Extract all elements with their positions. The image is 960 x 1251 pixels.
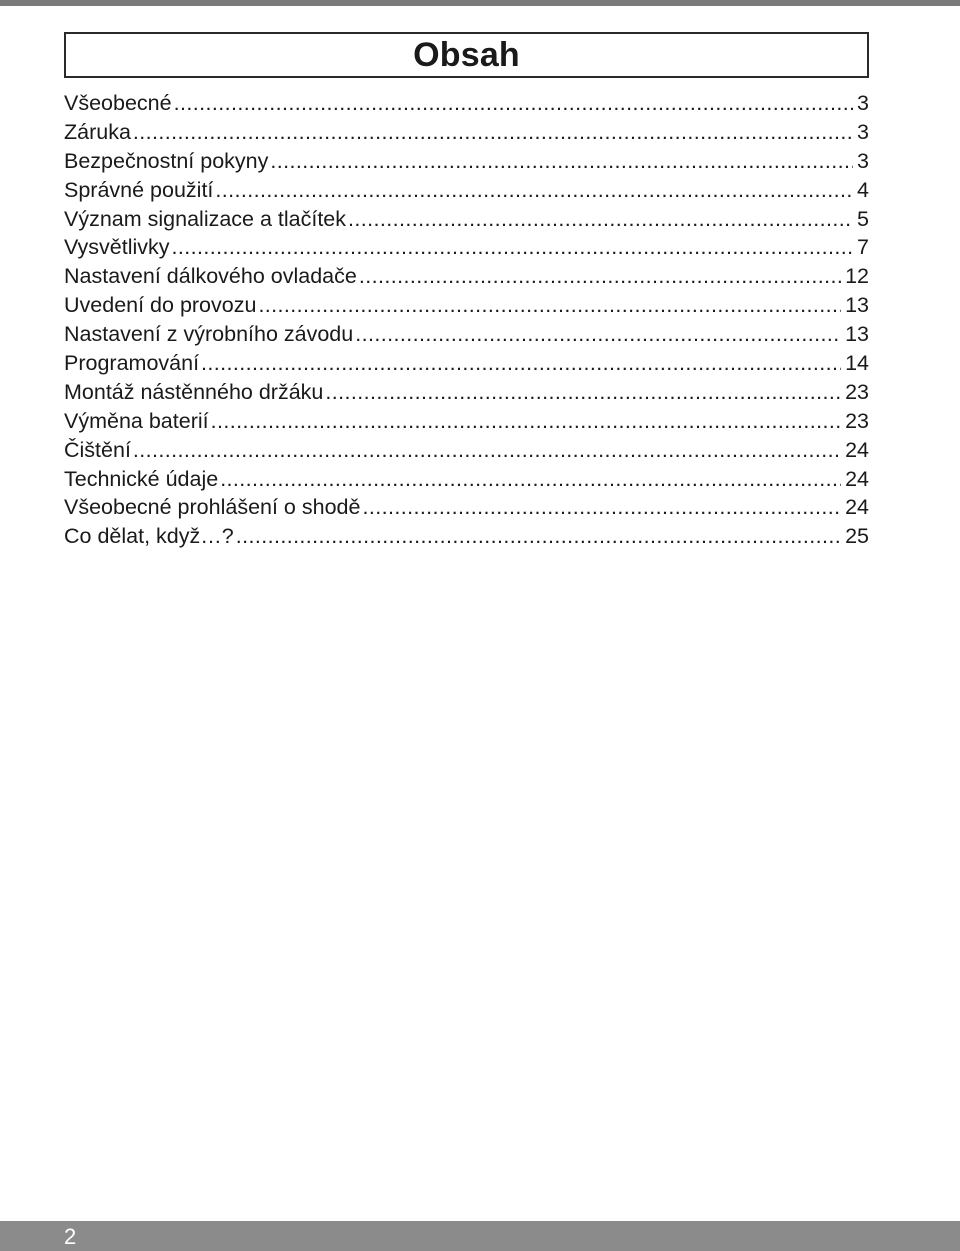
dot-leader [325, 378, 841, 407]
page-title: Obsah [413, 36, 520, 74]
toc-entry [64, 176, 869, 205]
page-number: 2 [64, 1224, 77, 1249]
toc-entry-page: 3 [857, 91, 869, 115]
toc-entry [64, 493, 869, 522]
toc-entry-label: Záruka [64, 119, 131, 144]
toc-entry [64, 436, 869, 465]
dot-leader [133, 436, 841, 465]
toc-entry-label: Bezpečnostní pokyny [64, 148, 269, 173]
dot-leader [211, 407, 841, 436]
toc-entry-page: 25 [845, 524, 869, 549]
toc-entry-label: Všeobecné prohlášení o shodě [64, 495, 361, 520]
table-of-contents [64, 89, 869, 551]
toc-entry-page: 14 [845, 351, 869, 376]
toc-entry-label: Montáž nástěnného držáku [64, 379, 324, 404]
toc-entry-label: Uvedení do provozu [64, 293, 257, 318]
toc-entry-label: Všeobecné [64, 91, 172, 115]
toc-entry-page: 23 [845, 408, 869, 433]
toc-entry-label: Správné použití [64, 177, 214, 202]
toc-entry-page: 12 [845, 264, 869, 289]
dot-leader [362, 493, 841, 522]
dot-leader [348, 205, 853, 234]
toc-entry-label: Programování [64, 351, 200, 376]
toc-entry [64, 118, 869, 147]
dot-leader [201, 349, 841, 378]
top-border-bar [0, 0, 960, 6]
toc-entry-page: 3 [857, 148, 869, 173]
toc-entry-page: 3 [857, 119, 869, 144]
toc-entry-page: 4 [857, 177, 869, 202]
dot-leader [359, 262, 841, 291]
toc-entry [64, 320, 869, 349]
dot-leader [270, 147, 853, 176]
toc-entry-page: 23 [845, 379, 869, 404]
toc-entry [64, 349, 869, 378]
toc-entry [64, 262, 869, 291]
toc-entry-label: Význam signalizace a tlačítek [64, 206, 347, 231]
toc-entry-label: Co dělat, když…? [64, 524, 234, 549]
dot-leader [172, 233, 854, 262]
toc-entry-label: Čištění [64, 437, 131, 462]
dot-leader [215, 176, 853, 205]
toc-entry-label: Vysvětlivky [64, 235, 170, 260]
title-box [64, 32, 869, 78]
toc-entry-page: 13 [845, 322, 869, 347]
toc-entry-label: Nastavení dálkového ovladače [64, 264, 357, 289]
toc-entry [64, 407, 869, 436]
toc-entry [64, 205, 869, 234]
toc-entry-page: 5 [857, 206, 869, 231]
dot-leader [220, 465, 841, 494]
toc-entry-label: Výměna baterií [64, 408, 209, 433]
toc-entry-page: 24 [845, 466, 869, 491]
dot-leader [236, 522, 841, 551]
toc-entry [64, 147, 869, 176]
dot-leader [133, 118, 853, 147]
toc-entry [64, 89, 869, 118]
toc-entry [64, 233, 869, 262]
dot-leader [174, 89, 853, 118]
toc-entry-label: Nastavení z výrobního závodu [64, 322, 354, 347]
toc-entry-label: Technické údaje [64, 466, 219, 491]
footer-bar [0, 1221, 960, 1251]
toc-entry-page: 7 [857, 235, 869, 260]
toc-entry [64, 378, 869, 407]
toc-entry [64, 522, 869, 551]
dot-leader [258, 291, 841, 320]
toc-entry [64, 465, 869, 494]
dot-leader [355, 320, 841, 349]
toc-entry-page: 24 [845, 495, 869, 520]
toc-entry [64, 291, 869, 320]
toc-entry-page: 24 [845, 437, 869, 462]
toc-entry-page: 13 [845, 293, 869, 318]
